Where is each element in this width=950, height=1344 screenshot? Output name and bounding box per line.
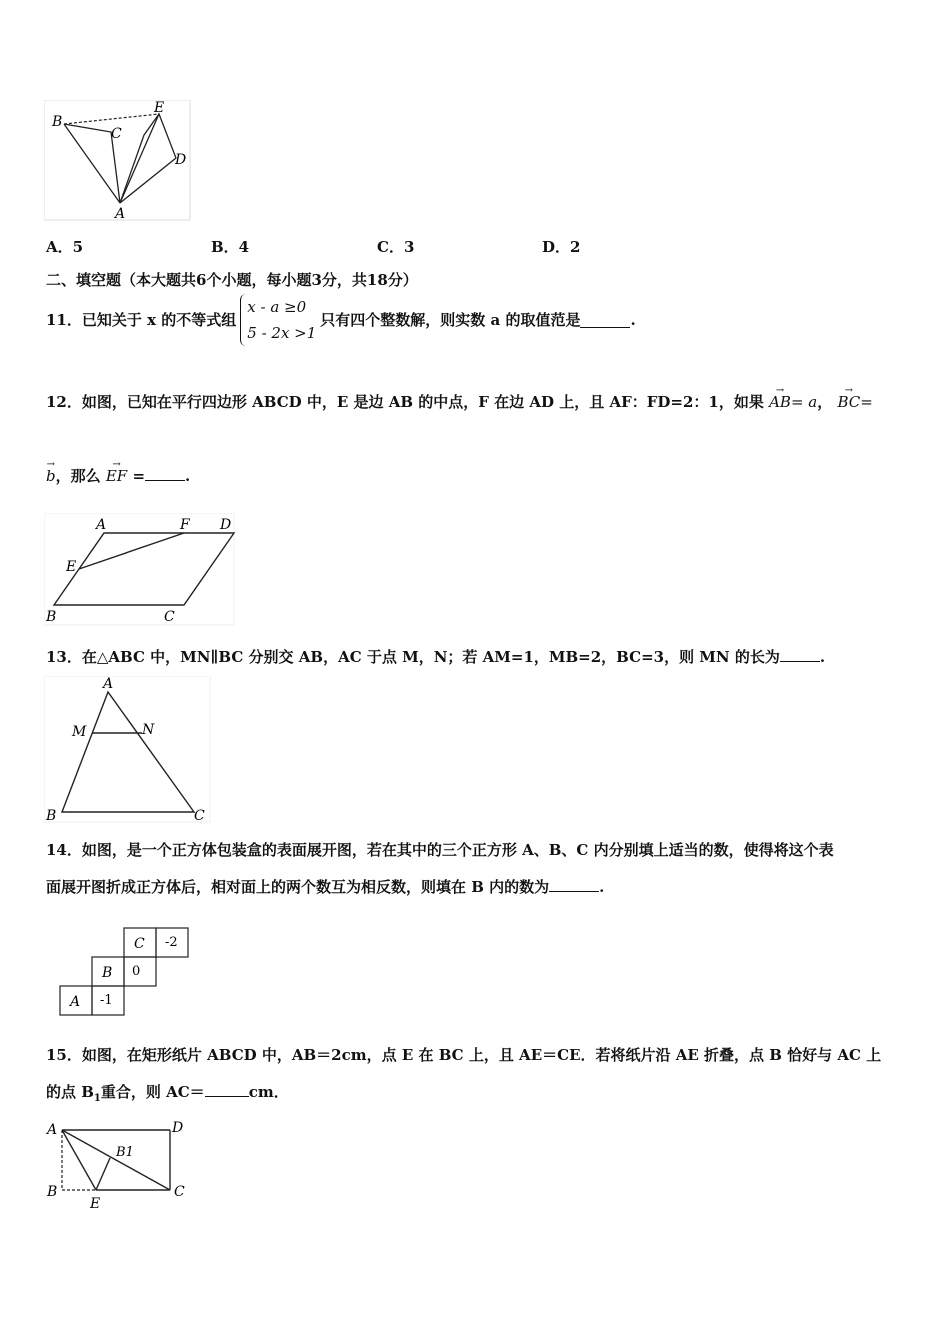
q13-end: . xyxy=(819,648,826,666)
option-a[interactable]: A．5 xyxy=(46,238,84,256)
q12-label-d: D xyxy=(220,517,232,533)
q14-cell-b: B xyxy=(102,965,113,981)
q11-line2: 5 - 2x >1 xyxy=(247,324,317,342)
q10-label-a: A xyxy=(115,206,126,222)
q15-label-b1: B1 xyxy=(116,1145,134,1160)
question-15-line1: 15．如图，在矩形纸片 ABCD 中，AB＝2cm，点 E 在 BC 上，且 AE＝CE．若将纸片沿 AE 折叠，点 B 恰好与 AC 上 xyxy=(46,1046,882,1064)
q12-vector-b: → b xyxy=(46,459,56,485)
q12-ab: AB xyxy=(769,393,791,411)
q12-figure xyxy=(44,513,238,627)
question-12-line2 xyxy=(46,459,191,486)
q12-label-c: C xyxy=(164,609,175,625)
q11-prefix: 11．已知关于 x 的不等式组 xyxy=(46,311,237,329)
q12-vector-ef: → EF xyxy=(105,459,128,485)
q12-vector-bc: → BC xyxy=(837,385,861,411)
q13-label-b: B xyxy=(46,808,57,824)
q14-end: . xyxy=(599,878,605,896)
q15-label-d: D xyxy=(172,1120,184,1136)
q15-label-e: E xyxy=(90,1196,101,1212)
q14-line2: 面展开图折成正方体后，相对面上的两个数互为相反数，则填在 B 内的数为 xyxy=(46,878,550,896)
q11-suffix: 只有四个整数解，则实数 a 的取值范是 xyxy=(320,311,581,329)
question-12-line1 xyxy=(46,385,873,412)
q11-line1: x - a ≥0 xyxy=(247,298,307,316)
question-13 xyxy=(46,647,825,667)
q13-label-n: N xyxy=(142,722,155,738)
q11-end: . xyxy=(630,311,636,329)
q15-sub: 1 xyxy=(93,1093,101,1104)
q12-b: b xyxy=(46,467,56,485)
q14-cell-a: A xyxy=(70,994,81,1010)
q12-comma: ， xyxy=(817,393,833,411)
question-11 xyxy=(46,294,636,346)
q15-answer-blank[interactable] xyxy=(205,1082,249,1097)
q12-eq-a: = a xyxy=(790,393,818,411)
q14-cell-neg1: -1 xyxy=(100,993,113,1008)
q15-label-b: B xyxy=(47,1184,58,1200)
option-d[interactable]: D．2 xyxy=(542,238,581,256)
q15-line2c: cm． xyxy=(248,1083,289,1101)
q12-label-f: F xyxy=(180,517,190,533)
q10-label-d: D xyxy=(175,152,187,168)
q10-label-c: C xyxy=(111,126,122,142)
q12-bc: BC xyxy=(837,393,861,411)
q13-label-a: A xyxy=(103,676,114,692)
q12-eq: = xyxy=(860,393,873,411)
section-title: 二、填空题（本大题共6个小题，每小题3分，共18分） xyxy=(46,271,418,289)
q14-answer-blank[interactable] xyxy=(549,877,599,892)
q12-label-b: B xyxy=(46,609,57,625)
option-c[interactable]: C．3 xyxy=(377,238,415,256)
q13-figure xyxy=(44,676,214,824)
q15-line2a: 的点 B xyxy=(46,1083,94,1101)
q15-label-c: C xyxy=(174,1184,185,1200)
q12-label-a: A xyxy=(96,517,107,533)
q15-figure xyxy=(44,1118,194,1212)
q10-figure xyxy=(44,100,192,222)
q12-label-e: E xyxy=(66,559,77,575)
question-14-line2 xyxy=(46,877,604,897)
q15-label-a: A xyxy=(47,1122,58,1138)
q12-text2: ，那么 xyxy=(55,467,101,485)
q12-text3: = xyxy=(132,467,146,485)
q12-end: . xyxy=(185,467,191,485)
question-14-line1: 14．如图，是一个正方体包装盒的表面展开图，若在其中的三个正方形 A、B、C 内分别填上适当的数，使得将这个表 xyxy=(46,841,834,859)
q15-line2b: 重合，则 AC＝ xyxy=(100,1083,205,1101)
q14-cell-neg2: -2 xyxy=(165,935,178,950)
q12-answer-blank[interactable] xyxy=(145,466,185,481)
q14-cell-c: C xyxy=(134,936,145,952)
q11-answer-blank[interactable] xyxy=(580,313,630,328)
q14-figure xyxy=(58,926,194,1018)
q12-vector-ab: → AB xyxy=(769,385,791,411)
q12-text1: 12．如图，已知在平行四边形 ABCD 中，E 是边 AB 的中点，F 在边 AD 上，且 AF：FD=2：1，如果 xyxy=(46,393,764,411)
q13-answer-blank[interactable] xyxy=(780,647,820,662)
q14-cell-0: 0 xyxy=(132,964,141,979)
q12-ef: EF xyxy=(105,467,128,485)
q10-label-e: E xyxy=(154,100,165,116)
q13-label-m: M xyxy=(72,724,87,740)
q13-label-c: C xyxy=(194,808,205,824)
q13-text: 13．在△ABC 中，MN∥BC 分别交 AB，AC 于点 M，N；若 AM=1，MB=2，BC=3，则 MN 的长为 xyxy=(46,648,780,666)
question-15-line2 xyxy=(46,1082,289,1109)
option-b[interactable]: B．4 xyxy=(211,238,250,256)
q11-inequality-system xyxy=(240,294,316,346)
q10-label-b: B xyxy=(52,114,63,130)
